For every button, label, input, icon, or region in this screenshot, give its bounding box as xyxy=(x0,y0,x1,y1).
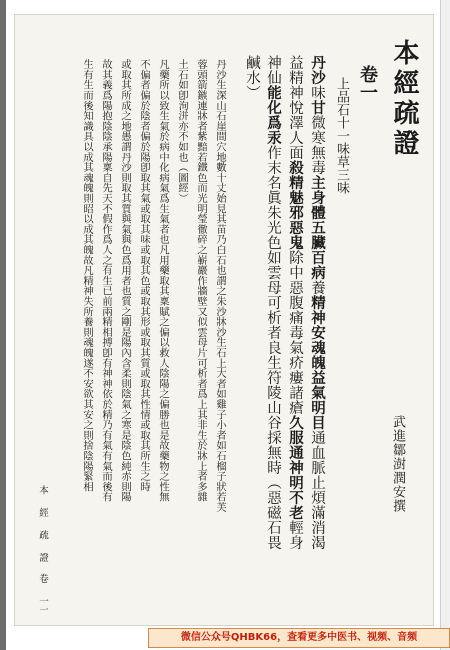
commentary-line: 土石如卽洵洴亦不如也（圖經） xyxy=(176,59,188,204)
commentary-line: 生有生而後知識具以成其魂魄則昭以成其魄故凡精神失所養則魂魄遂不安欲其安之則捨陰陽緊相 xyxy=(81,59,93,492)
commentary-line: 丹沙生深山石崖間穴地數十丈始見其苗乃白石也謂之朱沙牀沙生石上大者如雞子小者如石榴子狀若芙 xyxy=(214,59,226,513)
commentary-line: 蓉頭箭鏃連牀者紫黯若鐵色而光明瑩徹碎之嶄巖作牆壁又似雲母片可析者爲上其非生於牀上者多雜 xyxy=(195,59,207,502)
main-text-segment: 悅澤人面 xyxy=(287,100,303,160)
main-text-segment: 殺精魅邪惡鬼 xyxy=(287,160,304,250)
main-text-segment: 除中惡腹痛毒氣疥瘻諸瘡 xyxy=(287,250,303,415)
commentary-line: 不偏者偏於陰者偏於陽卽取其氣或取其味或取其色或取其形或取其質或取其性情或取其所生之時 xyxy=(138,59,150,492)
main-text-segment: 益氣明目 xyxy=(309,370,326,430)
main-text-segment: 甘 xyxy=(309,100,326,115)
commentary-line: 凡藥所以致生氣於病中化病氣爲生氣者也凡用藥取其稟賦之偏以救人陰陽之偏勝也是故藥物之性無 xyxy=(157,59,169,502)
main-text-segment: 益精神 xyxy=(287,55,303,100)
main-text-segment: 輕身 xyxy=(287,520,303,550)
author-credit: 武進鄒澍潤安撰 xyxy=(390,415,405,513)
book-page xyxy=(14,14,434,626)
main-text-segment: 鹹水） xyxy=(244,55,260,100)
main-text-segment: 主身體五臟百病 xyxy=(309,175,326,280)
page-number: 一 xyxy=(39,606,49,616)
page-footer: 本 經 疏 證 卷 一 xyxy=(37,485,48,607)
main-text-segment: 通血脈止煩滿消渴 xyxy=(309,430,325,550)
book-title: 本經疏證 xyxy=(389,39,419,159)
main-text-segment: 丹沙 xyxy=(309,55,326,85)
commentary-line: 或取其所成之地愚謂丹沙則取其質與氣與色爲用者也質之剛是陽內含柔則陰氣之寒是陰色純赤則陽 xyxy=(119,59,131,502)
main-text-segment: （惡磁石畏 xyxy=(265,475,281,550)
main-text-segment: 作末名眞朱光色如雲母可析者良生符陵山谷採無時 xyxy=(265,145,281,475)
main-text-segment: 能化爲汞 xyxy=(265,85,282,145)
main-text-line xyxy=(307,55,325,550)
main-text-line xyxy=(241,55,259,100)
scrollbar[interactable] xyxy=(440,0,450,650)
main-text-segment: 味 xyxy=(309,85,325,100)
wechat-banner: 微信公众号QHBK66，查看更多中医书、视频、音频 xyxy=(148,628,450,648)
scroll-number: 卷一 xyxy=(357,65,378,101)
main-text-segment: 神仙 xyxy=(265,55,281,85)
window-left-edge xyxy=(0,0,6,650)
main-text-line xyxy=(263,55,281,550)
section-heading: 上品石十一味草三味 xyxy=(334,77,349,194)
main-text-segment: 微寒無毒 xyxy=(309,115,325,175)
main-text-segment: 久服通神明不老 xyxy=(287,415,304,520)
main-text-segment: 養 xyxy=(309,280,325,295)
commentary-line: 故其義爲陽抱陰陰承陽稟自先天不假作爲人之有生已前兩精相搏卽有神神依於精乃有氣有氣而後有 xyxy=(100,59,112,502)
main-text-line xyxy=(285,55,303,550)
main-text-segment: 精神安魂魄 xyxy=(309,295,326,370)
